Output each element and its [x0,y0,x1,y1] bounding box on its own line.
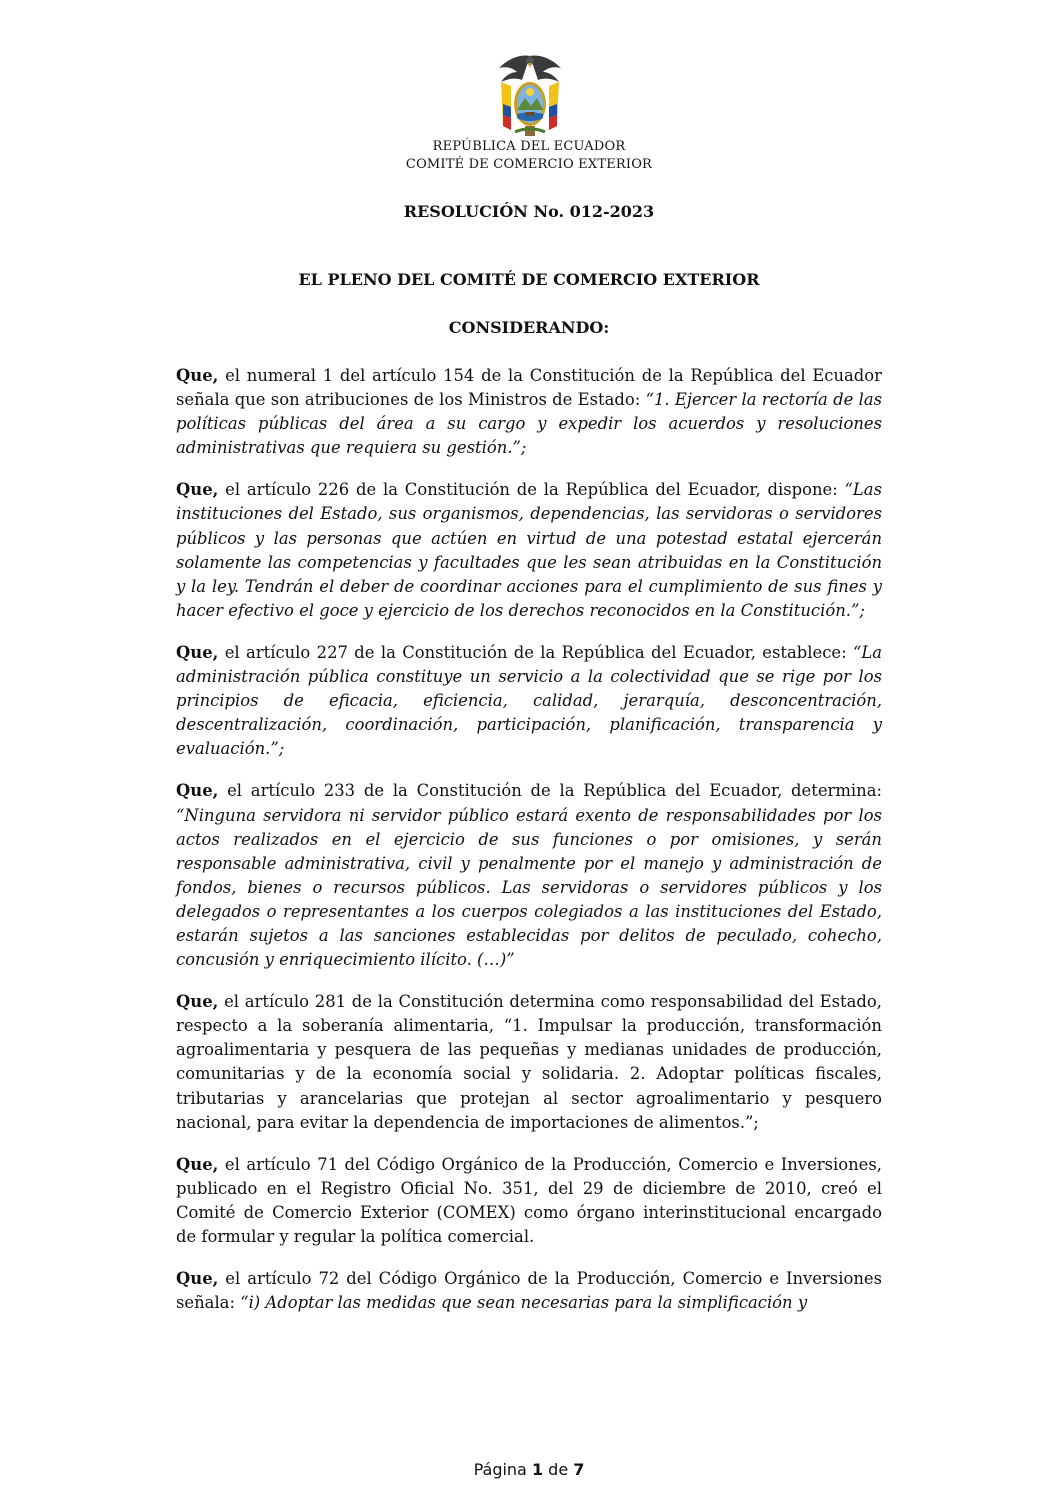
paragraph-quote: “i) Adoptar las medidas que sean necesarias para la simplificación y [240,1293,808,1313]
considerando-heading: CONSIDERANDO: [448,318,610,337]
considerando-paragraph [176,779,882,972]
paragraph-text: el artículo 281 de la Constitución determina como responsabilidad del Estado, respecto a la soberanía alimentaria, “1. Impulsar la producción, transformación agroalimentaria y pesquera de las pequeñas y medianas unidades de producción, comunitarias y de la economía social y solidaria. 2. Adoptar políticas fiscales, tributarias y arancelarias que protejan al sector agroalimentario y pesquero nacional, para evitar la dependencia de importaciones de alimentos.”; [176,992,882,1132]
footer-prefix: Página [473,1460,532,1479]
paragraph-lead: Que, [176,642,219,662]
paragraph-quote: “Ninguna servidora ni servidor público estará exento de responsabilidades por los actos realizados en el ejercicio de sus funciones o por omisiones, y serán responsable administrativa, civil y penalmente por el manejo y administración de fondos, bienes o recursos públicos. Las servidoras o servidores públicos y los delegados o representantes a los cuerpos colegiados a las instituciones del Estado, estarán sujetos a las sanciones establecidas por delitos de peculado, cohecho, concusión y enriquecimiento ilícito. (…)” [176,805,882,970]
considerando-paragraph [176,990,882,1135]
paragraph-text: el artículo 233 de la Constitución de la República del Ecuador, determina: [218,781,882,801]
paragraph-lead: Que, [176,1154,219,1174]
paragraph-quote: “1. Ejercer la rectoría de las políticas públicas del área a su cargo y expedir los acuerdos y resoluciones administrativas que requiera su gestión.”; [176,390,883,458]
total-pages: 7 [573,1460,585,1479]
considerando-paragraph [176,478,882,623]
paragraph-lead: Que, [176,366,219,385]
considerando-paragraph [176,1153,882,1249]
header-country: REPÚBLICA DEL ECUADOR [432,139,626,154]
paragraph-text: el artículo 71 del Código Orgánico de la Producción, Comercio e Inversiones, publicado en el Registro Oficial No. 351, del 29 de diciembre de 2010, creó el Comité de Comercio Exterior (COMEX) como órgano interinstitucional encargado de formular y regular la política comercial. [176,1154,882,1246]
paragraph-lead: Que, [176,992,219,1012]
paragraph-text: el numeral 1 del artículo 154 de la Constitución de la República del Ecuador señala que son atribuciones de los Ministros de Estado: [176,366,882,410]
considerando-paragraph [176,1267,882,1315]
paragraph-quote: “Las instituciones del Estado, sus organismos, dependencias, las servidoras o servidores públicos y las personas que actúen en virtud de una potestad estatal ejercerán solamente las competencias y facultades que les sean atribuidas en la Constitución y la ley. Tendrán el deber de coordinar acciones para el cumplimiento de sus fines y hacer efectivo el goce y ejercicio de los derechos reconocidos en la Constitución.”; [176,480,882,620]
paragraph-text: el artículo 226 de la Constitución de la República del Ecuador, dispone: [218,480,845,500]
paragraph-lead: Que, [176,1269,219,1289]
ecuador-coat-of-arms-icon [495,52,565,140]
footer-middle: de [543,1460,574,1479]
resolution-title: RESOLUCIÓN No. 012-2023 [403,202,655,221]
document-body [176,364,882,1333]
paragraph-lead: Que, [176,480,219,500]
considerando-paragraph [176,364,882,460]
paragraph-text: el artículo 227 de la Constitución de la República del Ecuador, establece: [218,642,853,662]
paragraph-lead: Que, [176,781,219,801]
paragraph-quote: “La administración pública constituye un servicio a la colectividad que se rige por los principios de eficacia, eficiencia, calidad, jerarquía, desconcentración, descentralización, coordinación, participación, planificación, transparencia y evaluación.”; [176,642,882,759]
paragraph-text: el artículo 72 del Código Orgánico de la Producción, Comercio e Inversiones señala: [176,1269,882,1313]
page-number-footer [0,1460,1058,1479]
considerando-paragraph [176,641,882,761]
current-page: 1 [531,1460,544,1479]
header-committee: COMITÉ DE COMERCIO EXTERIOR [405,157,653,172]
body-title: EL PLENO DEL COMITÉ DE COMERCIO EXTERIOR [298,270,760,289]
